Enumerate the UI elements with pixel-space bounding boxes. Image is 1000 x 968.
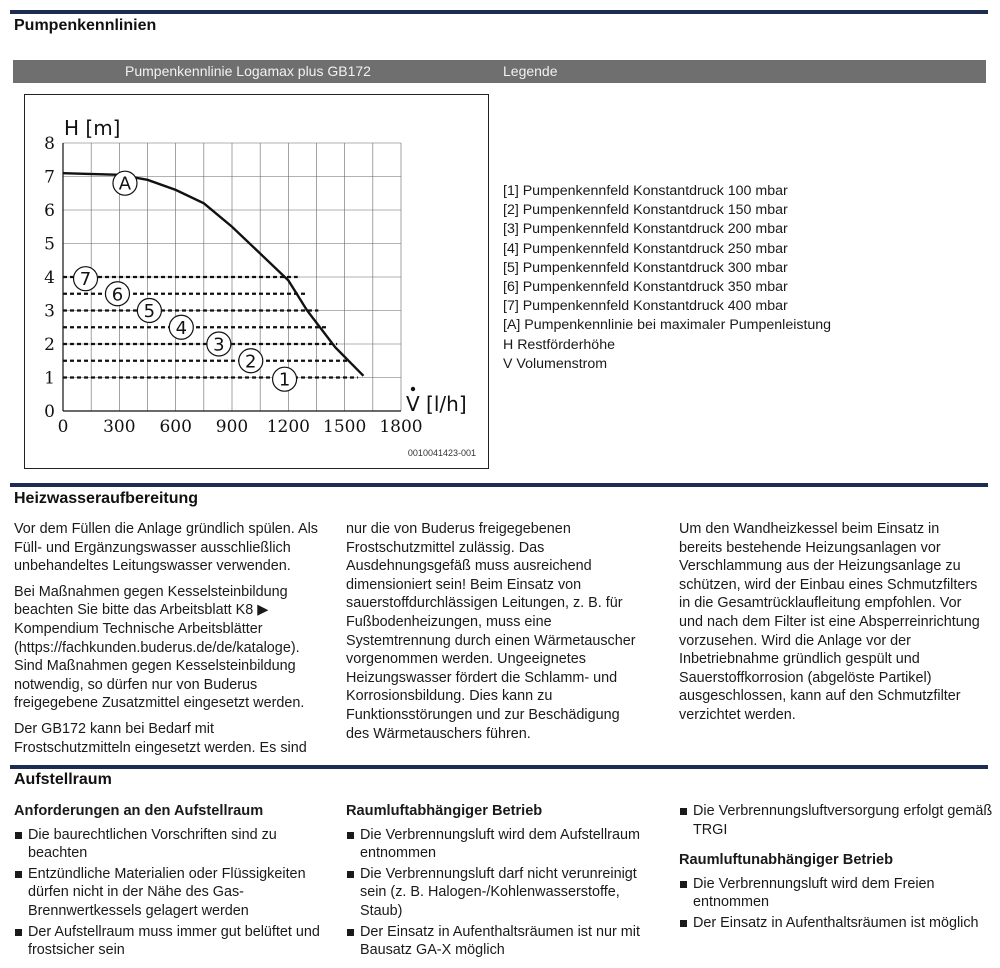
list-item: Die Verbrennungsluft wird dem Aufstellraum entnommen [346,826,656,863]
chart-legend [503,182,831,374]
chart-caption: Pumpenkennlinie Logamax plus GB172 [125,63,371,79]
y-tick-label: 8 [44,134,55,154]
section-title-pumpenkennlinien: Pumpenkennlinien [14,17,157,34]
series-marker-label: 2 [245,351,257,373]
list-item: Der Aufstellraum muss immer gut belüftet und frostsicher sein [14,923,324,960]
subheading-raumluftabhaengig: Raumluftabhängiger Betrieb [346,803,543,819]
y-tick-label: 1 [44,368,55,389]
series-marker-label: 6 [111,284,124,306]
x-tick-label: 0 [57,417,69,437]
legend-item: [6] Pumpenkennfeld Konstantdruck 350 mbar [503,279,788,296]
list-item: Entzündliche Materialien oder Flüssigkeiten dürfen nicht in der Nähe des Gas-Brennwertkessels gelagert werden [14,865,324,921]
water-paragraph: Bei Maßnahmen gegen Kesselsteinbildung beachten Sie bitte das Arbeitsblatt K8 ▶ Kompendium Technische Arbeitsblätter (https://fachkunden.buderus.de/de/kataloge). Sind Maßnahmen gegen Kesselsteinbildung notwendig, so dürfen nur von Buderus freigegebene Zusatzmittel eingesetzt werden. [14,583,305,712]
series-marker-label: 5 [143,301,156,322]
subheading-raumluftunabhaengig: Raumluftunabhängiger Betrieb [679,852,894,869]
list-item: Der Einsatz in Aufenthaltsräumen ist nur mit Bausatz GA-X möglich [346,923,656,960]
legend-item: [4] Pumpenkennfeld Konstantdruck 250 mbar [503,240,788,257]
flow-rate-dot-icon [411,387,415,391]
y-tick-label: 2 [44,335,55,355]
series-marker-label: 4 [175,317,188,339]
list-item: Die Verbrennungsluftversorgung erfolgt gemäß TRGI [679,802,994,839]
room-column-3 [679,802,994,935]
water-paragraph: nur die von Buderus freigegebenen Frostschutzmittel zulässig. Das Ausdehnungsgefäß muss ausreichend dimensioniert sein! Beim Einsatz von sauerstoffdurchlässigen Leitungen, z. B. für Fußbodenheizungen, muss eine Systemtrennung durch einen Wärmetauscher vorgenommen werden. Ungeeignetes Heizungswasser fördert die Schlamm- und Korrosionsbildung. Dies kann zu Funktionsstörungen und zur Beschädigung des Wärmetauschers führen. [346,521,636,742]
water-paragraph: Der GB172 kann bei Bedarf mit Frostschutzmitteln eingesetzt werden. Es sind [14,720,307,756]
series-marker-label: 7 [79,269,92,291]
x-tick-label: 1200 [266,417,310,437]
x-axis-title: V [l/h] [406,392,467,416]
series-marker-label: 1 [278,369,291,391]
legend-item: [3] Pumpenkennfeld Konstantdruck 200 mbar [503,221,788,238]
legend-item: [7] Pumpenkennfeld Konstantdruck 400 mbar [503,298,788,315]
x-tick-label: 300 [103,417,136,437]
section-rule-water [10,483,988,487]
y-tick-label: 0 [44,402,55,422]
y-tick-label: 3 [44,301,55,322]
legend-item: [1] Pumpenkennfeld Konstantdruck 100 mbar [503,183,788,199]
bullet-list [346,826,656,960]
list-item: Die Verbrennungsluft wird dem Freien entnommen [679,875,994,912]
y-tick-label: 6 [44,201,55,221]
pump-curve-chart [24,94,489,469]
list-item: Der Einsatz in Aufenthaltsräumen ist möglich [679,914,994,933]
legend-item: V Volumenstrom [503,355,608,372]
series-marker-label: 3 [213,334,225,356]
subheading-anforderungen: Anforderungen an den Aufstellraum [14,803,264,819]
legend-item: H Restförderhöhe [503,336,615,353]
legend-item: [A] Pumpenkennlinie bei maximaler Pumpenleistung [503,317,832,334]
section-rule-room [10,765,988,769]
section-title-aufstellraum: Aufstellraum [14,771,112,788]
section-title-heizwasser: Heizwasseraufbereitung [14,490,199,507]
water-column-2 [346,520,646,750]
chart-figure-code: 0010041423-001 [407,448,476,458]
list-item: Die Verbrennungsluft darf nicht verunreinigt sein (z. B. Halogen-/Kohlenwasserstoffe, Staub) [346,865,656,921]
pump-curve-svg [25,95,490,470]
x-tick-label: 1500 [323,417,367,437]
water-paragraph: Vor dem Füllen die Anlage gründlich spülen. Als Füll- und Ergänzungswasser ausschließlich unbehandeltes Leitungswasser verwenden. [14,521,318,575]
y-axis-title: H [m] [64,116,121,140]
list-item: Die baurechtlichen Vorschriften sind zu beachten [14,826,324,863]
x-tick-label: 1800 [379,417,423,437]
x-tick-label: 600 [159,417,192,437]
y-tick-label: 4 [44,268,55,288]
room-column-2 [346,802,656,962]
legend-caption: Legende [503,63,558,79]
y-tick-label: 7 [44,167,55,188]
top-rule [10,10,988,14]
legend-item: [2] Pumpenkennfeld Konstantdruck 150 mbar [503,202,788,219]
water-column-3 [679,520,984,732]
bullet-list [14,826,324,960]
water-paragraph: Um den Wandheizkessel beim Einsatz in bereits bestehende Heizungsanlagen vor Verschlammung aus der Heizungsanlage zu schützen, wird der Einbau eines Schmutzfilters in die Gesamtrücklaufleitung empfohlen. Vor und nach dem Filter ist eine Absperreinrichtung vorzusehen. Wird die Anlage vor der Inbetriebnahme gründlich gespült und Sauerstoffkorrosion (abgelöste Partikel) ausgeschlossen, kann auf den Schmutzfilter verzichtet werden. [679,521,980,723]
table-header-bar [13,60,986,83]
bullet-list [679,802,994,839]
y-tick-label: 5 [44,234,55,255]
x-tick-label: 900 [215,417,249,437]
bullet-list [679,875,994,933]
room-column-1 [14,802,324,962]
legend-item: [5] Pumpenkennfeld Konstantdruck 300 mbar [503,259,788,276]
series-marker-label: A [118,173,132,195]
water-column-1 [14,520,324,764]
